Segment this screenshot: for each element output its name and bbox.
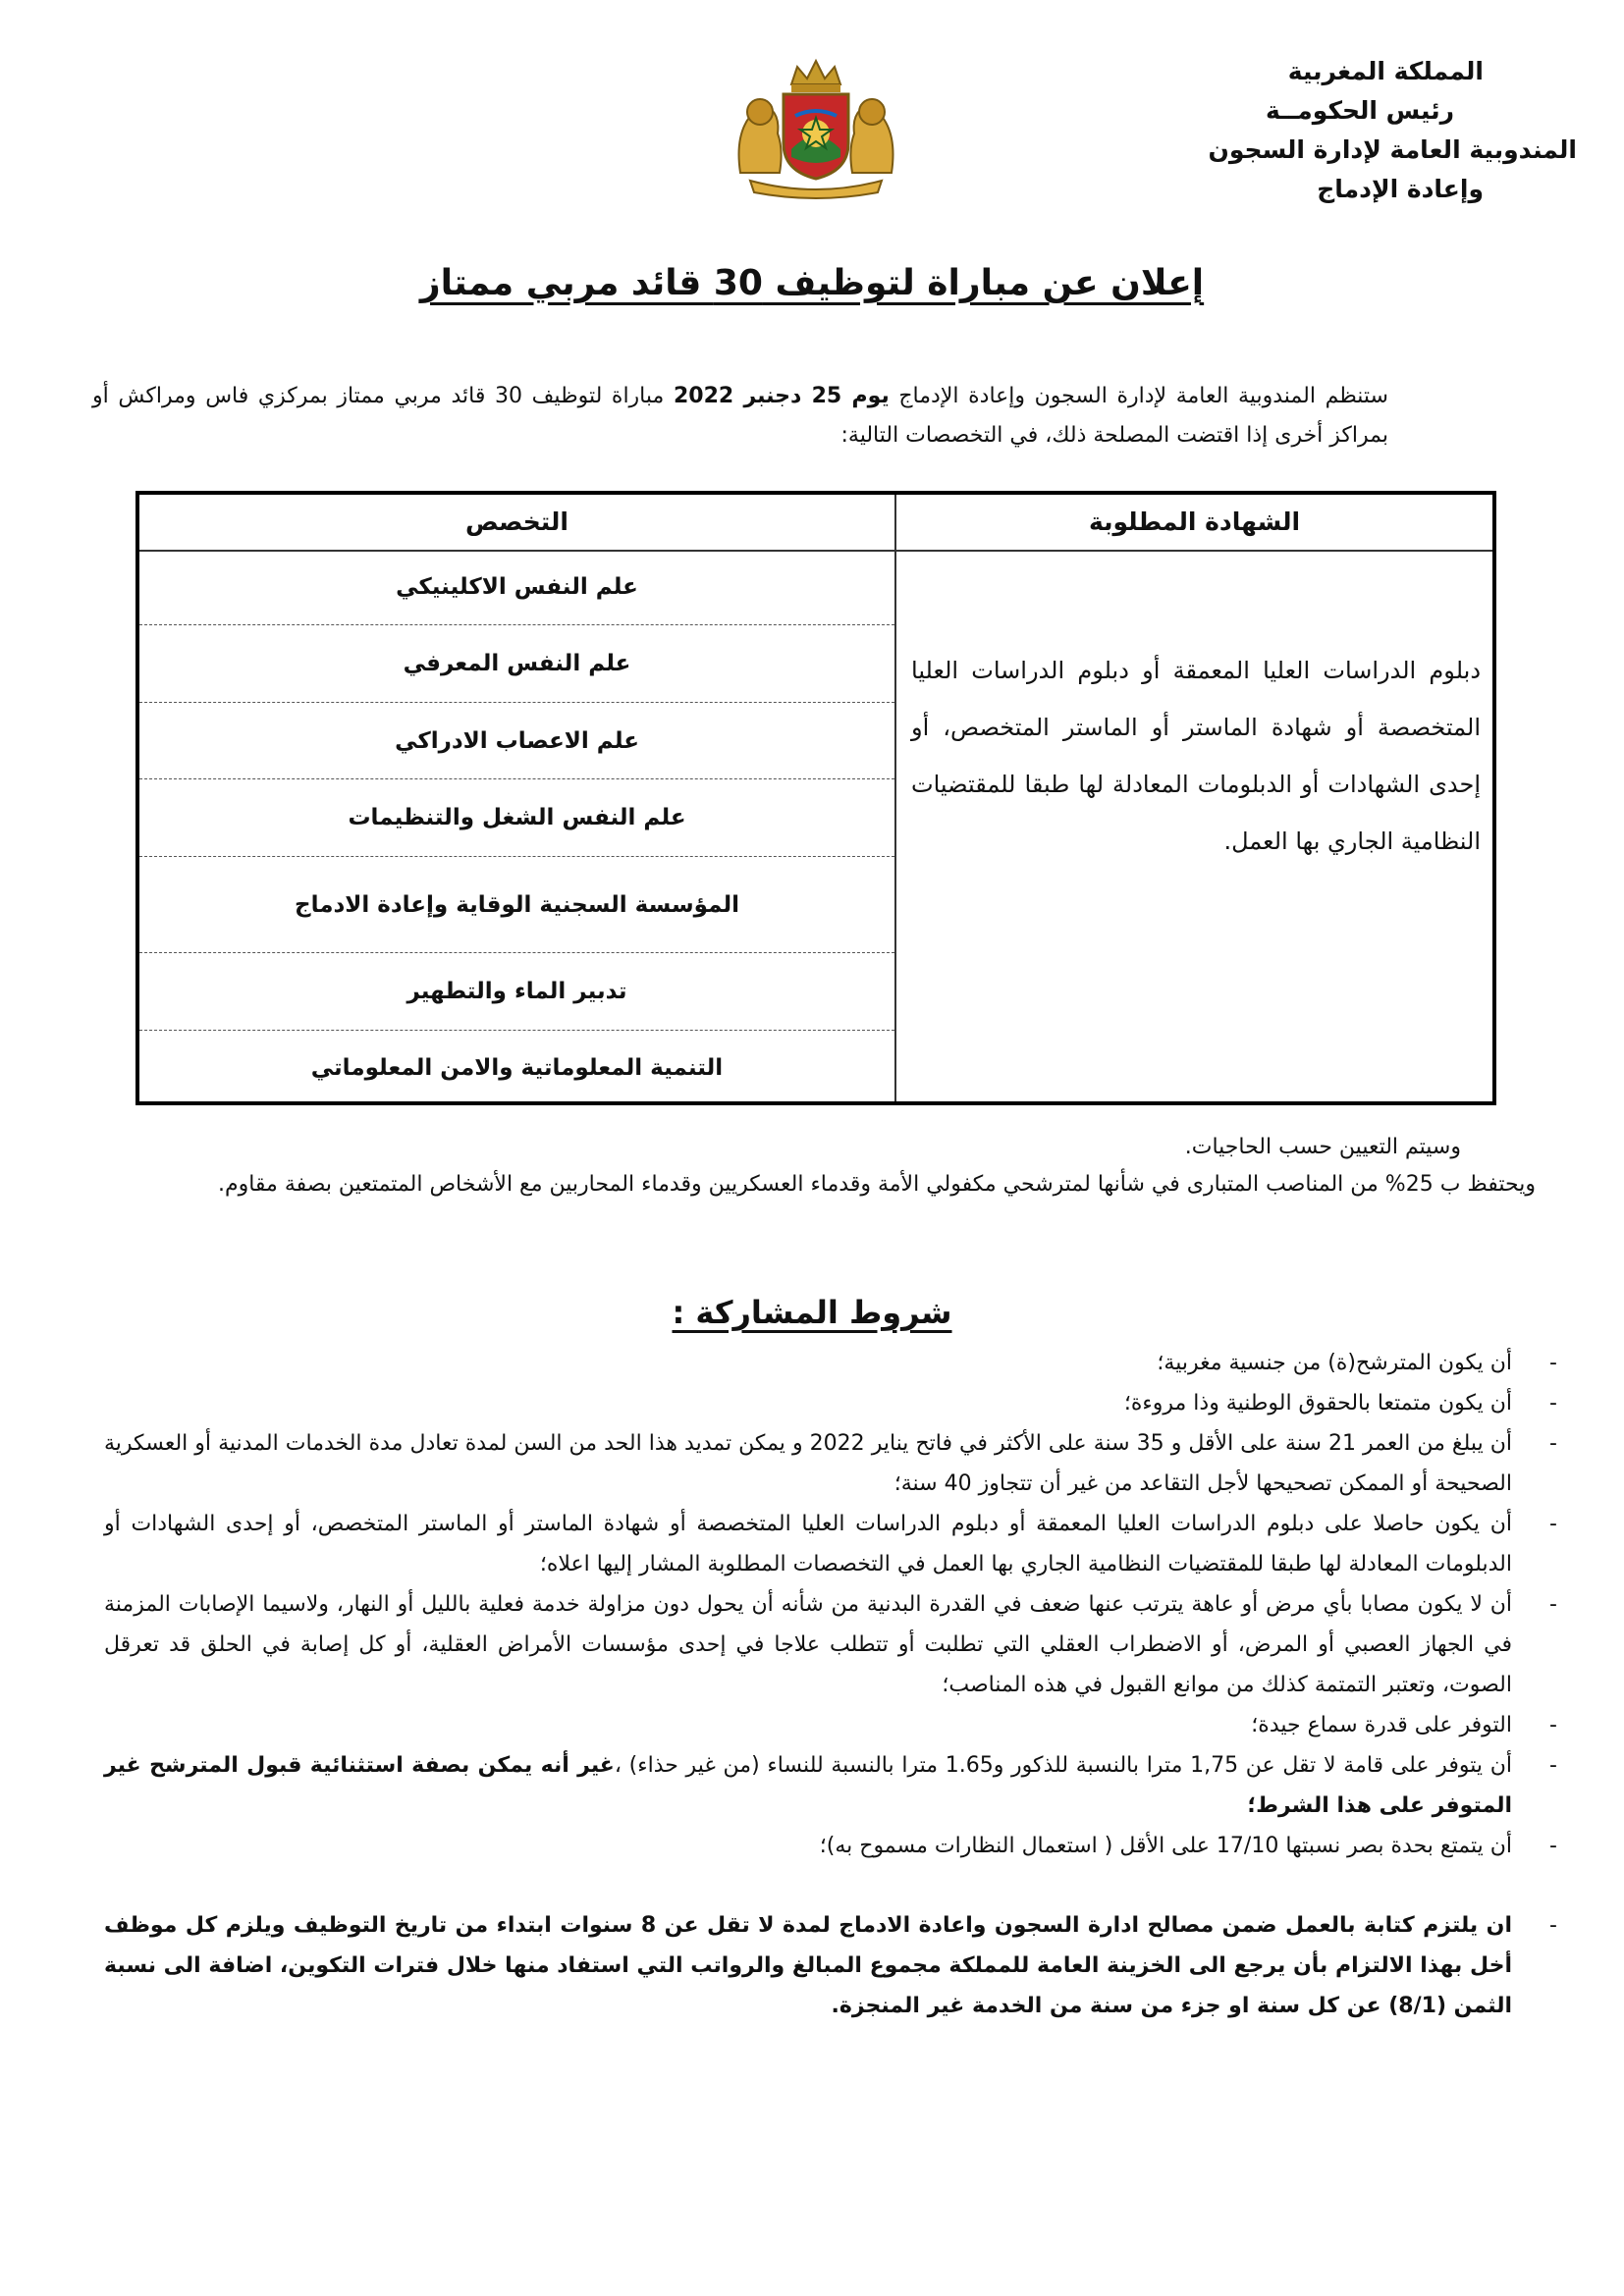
- specialty-row: علم الاعصاب الادراكي: [139, 703, 894, 779]
- coat-of-arms-icon: [723, 55, 909, 202]
- condition-item: - أن يكون المترشح(ة) من جنسية مغربية؛: [104, 1343, 1557, 1383]
- height-condition-exception: غير أنه يمكن بصفة استثنائية قبول المترشح غير المتوفر على هذا الشرط؛: [104, 1753, 1512, 1818]
- specialty-row: علم النفس المعرفي: [139, 625, 894, 703]
- condition-item: - أن يكون حاصلا على دبلوم الدراسات العليا المعمقة أو دبلوم الدراسات العليا المتخصصة أو شهادة الماستر أو الماستر المتخصص، أو إحدى الشهادات أو الدبلومات المعادلة لها طبقا للمقتضيات النظامية الجاري بها العمل في التخصصات المطلوبة المشار إليها اعلاه؛: [104, 1504, 1557, 1584]
- intro-text-1: ستنظم المندوبية العامة لإدارة السجون وإعادة الإدماج: [889, 384, 1388, 408]
- issuer-header: [1027, 57, 1577, 214]
- conditions-title: [0, 1294, 1624, 1331]
- condition-item-height: [104, 1745, 1557, 1826]
- intro-text-2: مباراة لتوظيف 30 قائد مربي ممتاز بمركزي فاس ومراكش أو بمراكز أخرى إذا اقتضت المصلحة ذلك، في التخصصات التالية:: [92, 384, 1388, 448]
- specialty-row: علم النفس الاكلينيكي: [139, 550, 894, 625]
- announcement-title: [0, 263, 1624, 303]
- height-condition-text: أن يتوفر على قامة لا تقل عن 1,75 مترا بالنسبة للذكور و1.65 مترا بالنسبة للنساء (من غير حذاء) ،: [614, 1753, 1512, 1778]
- required-degree: دبلوم الدراسات العليا المعمقة أو دبلوم الدراسات العليا المتخصصة أو شهادة الماستر أو الماستر المتخصص، أو إحدى الشهادات أو الدبلومات المعادلة لها طبقا للمقتضيات النظامية الجاري بها العمل.: [911, 657, 1481, 855]
- specialty-row: تدبير الماء والتطهير: [139, 953, 894, 1031]
- header-kingdom: المملكة المغربية: [1287, 57, 1484, 85]
- reserved-posts-note: ويحتفظ ب 25% من المناصب المتبارى في شأنها لمترشحي مكفولي الأمة وقدماء العسكريين وقدماء المحاربين مع الأشخاص المتمتعين بصفة مقاوم.: [217, 1172, 1536, 1197]
- header-reintegration: وإعادة الإدماج: [1317, 175, 1484, 203]
- header-prisons-delegation: المندوبية العامة لإدارة السجون: [1208, 135, 1577, 164]
- header-head-of-government: رئيس الحكومــة: [1266, 96, 1454, 125]
- specialty-row: التنمية المعلوماتية والامن المعلوماتي: [310, 1055, 724, 1081]
- announcement-title-text: إعلان عن مباراة لتوظيف 30 قائد مربي ممتاز: [419, 263, 1205, 303]
- column-divider: [894, 495, 896, 1101]
- column-header-specialty: التخصص: [465, 507, 568, 536]
- conditions-list: [104, 1343, 1557, 2026]
- specialties-table: [135, 491, 1496, 1105]
- condition-item: - أن لا يكون مصابا بأي مرض أو عاهة يترتب عنها ضعف في القدرة البدنية من شأنه أن يحول دون مزاولة خدمة فعلية بالليل أو النهار، ولاسيما الإصابات المزمنة في الجهاز العصبي أو المرض، أو الاضطراب العقلي التي تطلبت أو تتطلب علاجا في إحدى مؤسسات الأمراض العقلية، أو كل إصابة في الحلق قد تعرقل الصوت، وتعتبر التمتمة كذلك من موانع القبول في هذه المناصب؛: [104, 1584, 1557, 1705]
- intro-paragraph: [92, 377, 1388, 455]
- specialty-list: [139, 550, 894, 1101]
- condition-item: - التوفر على قدرة سماع جيدة؛: [104, 1705, 1557, 1745]
- condition-item: - أن يبلغ من العمر 21 سنة على الأقل و 35 سنة على الأكثر في فاتح يناير 2022 و يمكن تمديد هذا الحد من السن لمدة تعادل مدة الخدمات المدنية أو العسكرية الصحيحة أو الممكن تصحيحها لأجل التقاعد من غير أن تتجاوز 40 سنة؛: [104, 1423, 1557, 1504]
- notes: [141, 1129, 1536, 1203]
- condition-item-vision: - أن يتمتع بحدة بصر نسبتها 17/10 على الأقل ( استعمال النظارات مسموح به)؛: [104, 1826, 1557, 1866]
- commitment-condition: - ان يلتزم كتابة بالعمل ضمن مصالح ادارة السجون واعادة الادماج لمدة لا تقل عن 8 سنوات ابتداء من تاريخ التوظيف ويلزم كل موظف أخل بهذا الالتزام بأن يرجع الى الخزينة العامة للمملكة مجموع المبالغ والرواتب التي استفاد منها خلال فترات التكوين، اضافة الى نسبة الثمن (8/1) عن كل سنة او جزء من سنة من الخدمة غير المنجزة.: [104, 1905, 1557, 2026]
- column-header-degree: الشهادة المطلوبة: [1088, 507, 1301, 536]
- conditions-title-text: شروط المشاركة :: [672, 1294, 952, 1331]
- specialty-row: المؤسسة السجنية الوقاية وإعادة الادماج: [139, 857, 894, 953]
- contest-date: يوم 25 دجنبر 2022: [673, 384, 890, 408]
- appointment-note: وسيتم التعيين حسب الحاجيات.: [1184, 1135, 1461, 1159]
- condition-item: - أن يكون متمتعا بالحقوق الوطنية وذا مروءة؛: [104, 1383, 1557, 1423]
- table-header-row: [139, 495, 1492, 552]
- specialty-row: علم النفس الشغل والتنظيمات: [139, 779, 894, 857]
